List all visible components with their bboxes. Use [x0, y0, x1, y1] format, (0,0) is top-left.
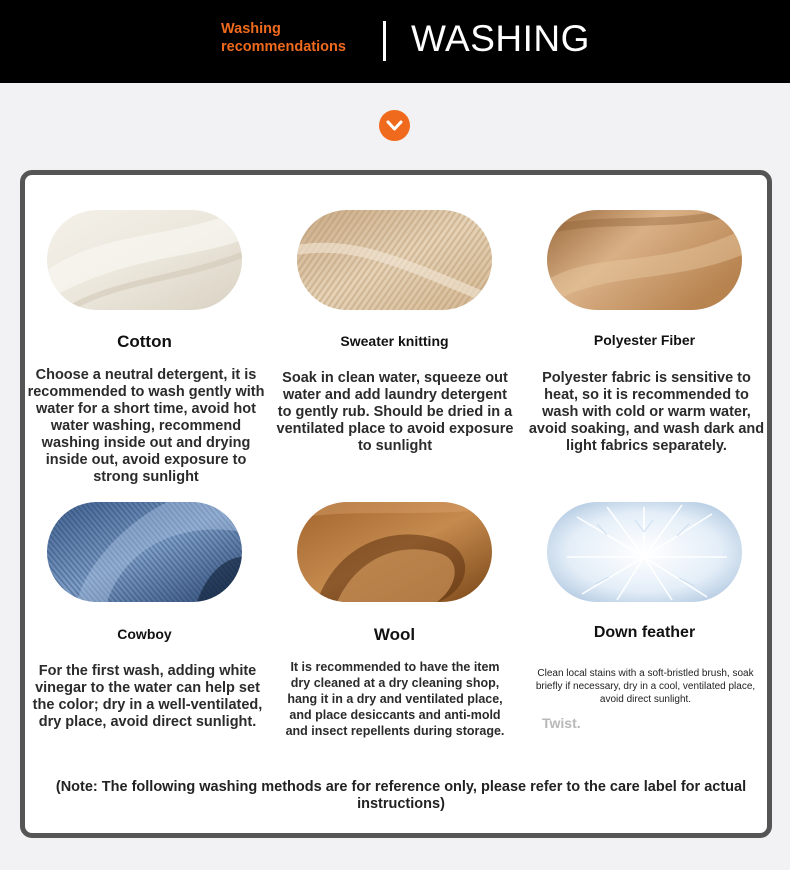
- fabric-name-down-feather: Down feather: [593, 624, 696, 641]
- fabric-desc-cowboy: For the first wash, adding white vinegar to the water can help set the color; dry in a well-ventilated, dry place, avoid direct sunlight.: [32, 663, 263, 730]
- down-feather-image: [547, 502, 742, 602]
- page-title: WASHING: [411, 18, 590, 59]
- fabric-desc-wool: It is recommended to have the item dry cleaned at a dry cleaning shop, hang it in a dry and ventilated place, and place desiccants and anti-mold and insect repellents during storage.: [285, 660, 505, 738]
- fabric-desc-cotton: Choose a neutral detergent, it is recommended to wash gently with water for a short time, avoid hot water washing, recommend washing inside out and drying inside out, avoid exposure to strong sunlight: [27, 367, 265, 485]
- header-bar: [0, 0, 790, 83]
- fabric-desc-sweater: Soak in clean water, squeeze out water and add laundry detergent to gently rub. Should be dried in a ventilated place to avoid exposure to sunlight: [276, 370, 514, 454]
- wool-fabric-image: [297, 502, 492, 602]
- fabric-name-cowboy: Cowboy: [117, 626, 172, 642]
- fabric-name-sweater: Sweater knitting: [340, 333, 449, 349]
- cotton-fabric-image: [47, 210, 242, 310]
- reference-note: (Note: The following washing methods are for reference only, please refer to the care label for actual instructions): [55, 779, 747, 812]
- fabric-desc-down-feather: Clean local stains with a soft-bristled brush, soak briefly if necessary, dry in a cool, ventilated place, avoid direct sunlight.: [535, 668, 756, 705]
- fabric-name-wool: Wool: [373, 625, 416, 644]
- fabric-name-cotton: Cotton: [117, 332, 172, 351]
- fabric-name-polyester: Polyester Fiber: [593, 332, 696, 348]
- chevron-down-icon[interactable]: [379, 110, 410, 141]
- faint-extra-text: Twist.: [542, 715, 581, 731]
- denim-fabric-image: [47, 502, 242, 602]
- washing-card: [20, 170, 772, 838]
- sweater-fabric-image: [297, 210, 492, 310]
- header-subtitle: Washing recommendations: [221, 21, 346, 55]
- polyester-fabric-image: [547, 210, 742, 310]
- fabric-desc-polyester: Polyester fabric is sensitive to heat, so it is recommended to wash with cold or warm water, avoid soaking, and wash dark and light fabrics separately.: [528, 370, 765, 454]
- header-divider: [383, 21, 386, 61]
